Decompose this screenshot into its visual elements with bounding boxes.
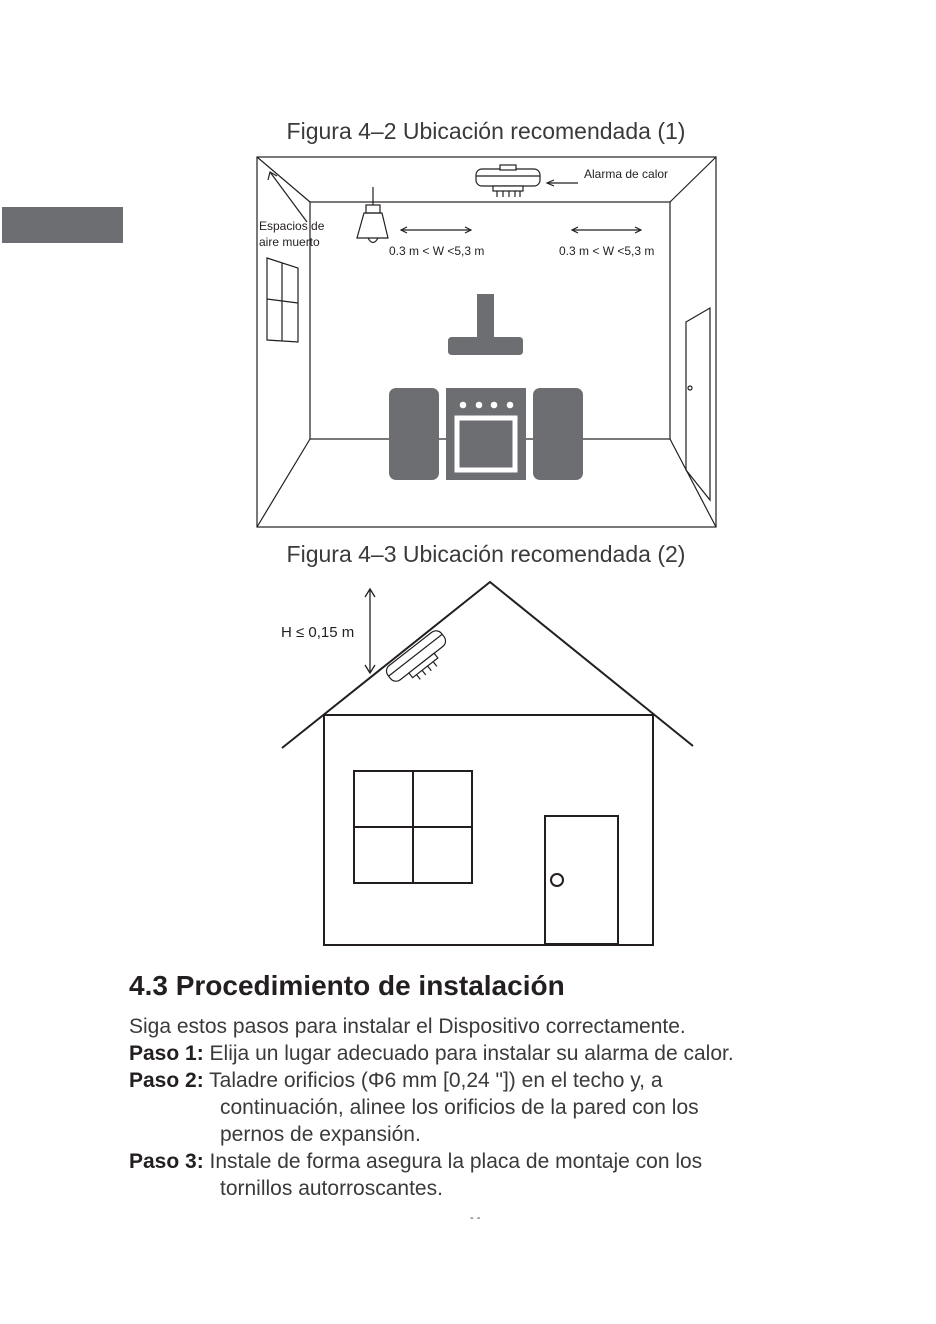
house-door-knob bbox=[551, 874, 563, 886]
step-2-label: Paso 2: bbox=[129, 1069, 204, 1092]
label-heat-alarm: Alarma de calor bbox=[584, 167, 669, 181]
page-number: - - bbox=[470, 1212, 481, 1224]
step-3 bbox=[129, 1149, 702, 1175]
step-2-line-3: pernos de expansión. bbox=[220, 1123, 421, 1146]
label-dead-air-1: Espacios de bbox=[259, 219, 325, 233]
intro-text: Siga estos pasos para instalar el Dispositivo correctamente. bbox=[129, 1015, 686, 1038]
figure-caption-2: Figura 4–3 Ubicación recomendada (2) bbox=[286, 541, 686, 567]
house-body bbox=[324, 715, 653, 945]
label-distance-right: 0.3 m < W <5,3 m bbox=[559, 244, 655, 258]
step-2 bbox=[129, 1068, 663, 1094]
step-2-line-2: continuación, alinee los orificios de la pared con los bbox=[220, 1096, 699, 1119]
house-roof bbox=[282, 582, 693, 748]
step-3-line-1: Instale de forma asegura la placa de montaje con los bbox=[209, 1150, 703, 1173]
step-1 bbox=[129, 1041, 734, 1067]
step-3-label: Paso 3: bbox=[129, 1150, 204, 1173]
step-3-line-2: tornillos autorroscantes. bbox=[220, 1177, 443, 1200]
section-title: 4.3 Procedimiento de instalación bbox=[129, 970, 565, 1001]
label-dead-air-2: aire muerto bbox=[259, 235, 320, 249]
label-distance-left: 0.3 m < W <5,3 m bbox=[389, 244, 485, 258]
step-2-line-1: Taladre orificios (Φ6 mm [0,24 "]) en el techo y, a bbox=[209, 1069, 663, 1092]
step-1-label: Paso 1: bbox=[129, 1042, 204, 1065]
label-height: H ≤ 0,15 m bbox=[281, 624, 355, 641]
step-1-line-1: Elija un lugar adecuado para instalar su alarma de calor. bbox=[209, 1042, 734, 1065]
house-door bbox=[545, 816, 618, 944]
figure-caption-1: Figura 4–2 Ubicación recomendada (1) bbox=[286, 118, 686, 144]
